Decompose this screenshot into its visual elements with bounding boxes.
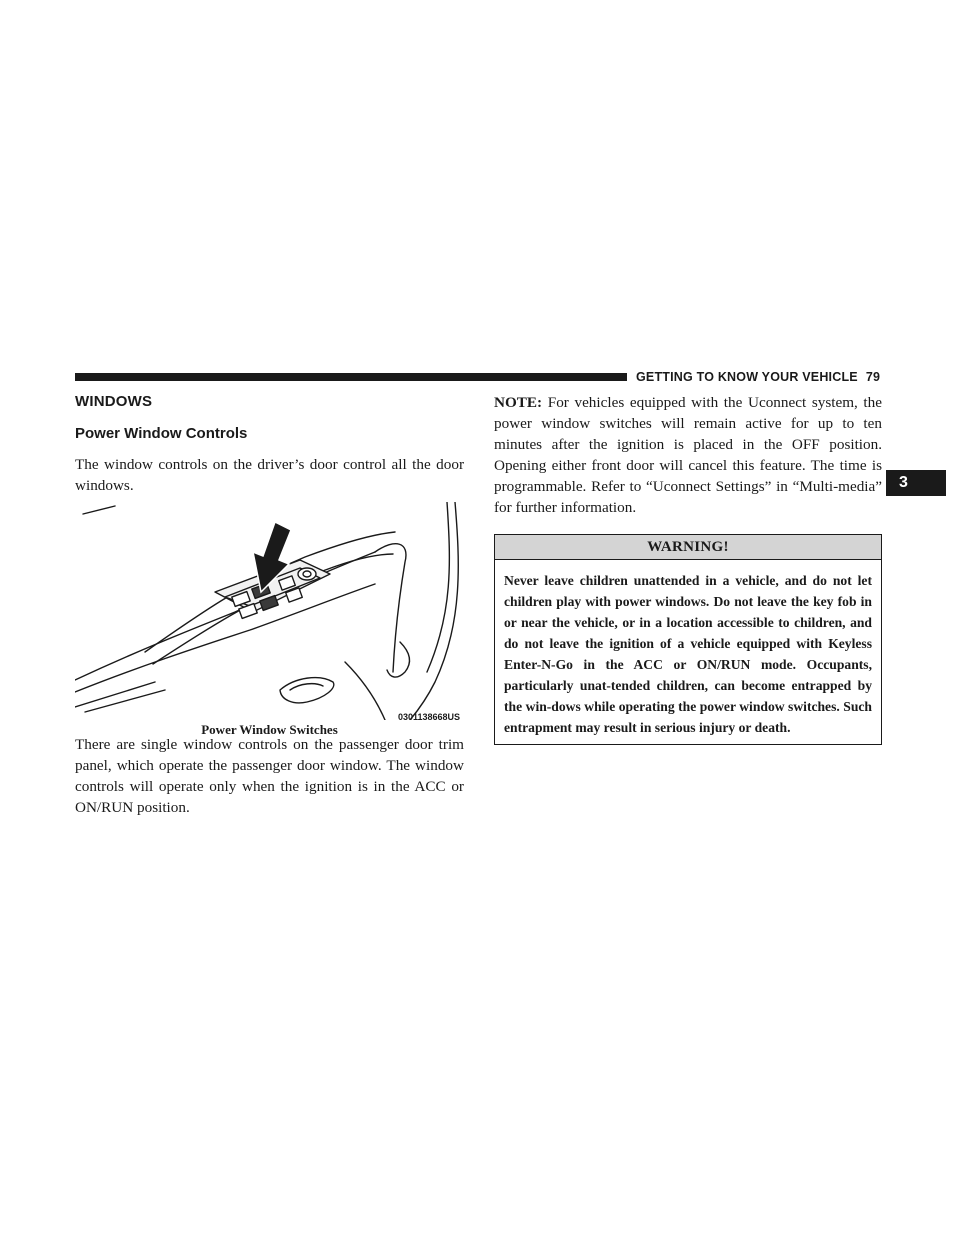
figure-code: 0301138668US [397, 712, 460, 722]
running-header [636, 370, 880, 384]
header-rule [75, 373, 627, 381]
section-heading: WINDOWS [75, 393, 153, 410]
right-column [494, 392, 882, 745]
note-text: For vehicles equipped with the Uconnect system, the power window switches will remain active for up to ten minutes after the ignition is placed in the OFF position. Opening either front door will cancel this feature. The time is programmable. Refer to “Uconnect Settings” in “Multi-media” for further information. [494, 394, 882, 516]
power-window-figure [75, 502, 464, 737]
intro-paragraph: The window controls on the driver’s door control all the door windows. [75, 456, 464, 494]
warning-box [494, 534, 882, 745]
page-number: 79 [865, 370, 881, 384]
note-paragraph [494, 392, 882, 518]
chapter-tab: 3 [886, 470, 946, 496]
left-column [75, 392, 464, 818]
door-panel-illustration [75, 502, 464, 720]
warning-title: WARNING! [495, 535, 881, 560]
warning-text: Never leave children unattended in a vehicle, and do not let children play with power windows. Do not leave the key fob in or near the vehicle, or in a location accessible to children, and do not leave the ignition of a vehicle equipped with Keyless Enter-N-Go in the ACC or ON/RUN mode. Occupants, particularly unat-tended children, can become entrapped by the win-dows while operating the power window switches. Such entrapment may result in serious injury or death. [504, 573, 872, 735]
header-section-title: GETTING TO KNOW YOUR VEHICLE [636, 370, 858, 384]
figure-caption: Power Window Switches [201, 722, 338, 737]
subheading: Power Window Controls [75, 425, 248, 442]
passenger-controls-paragraph: There are single window controls on the passenger door trim panel, which operate the passenger door window. The window controls will operate only when the ignition is in the ACC or ON/RUN position. [75, 736, 464, 816]
note-label: NOTE: [494, 394, 543, 411]
